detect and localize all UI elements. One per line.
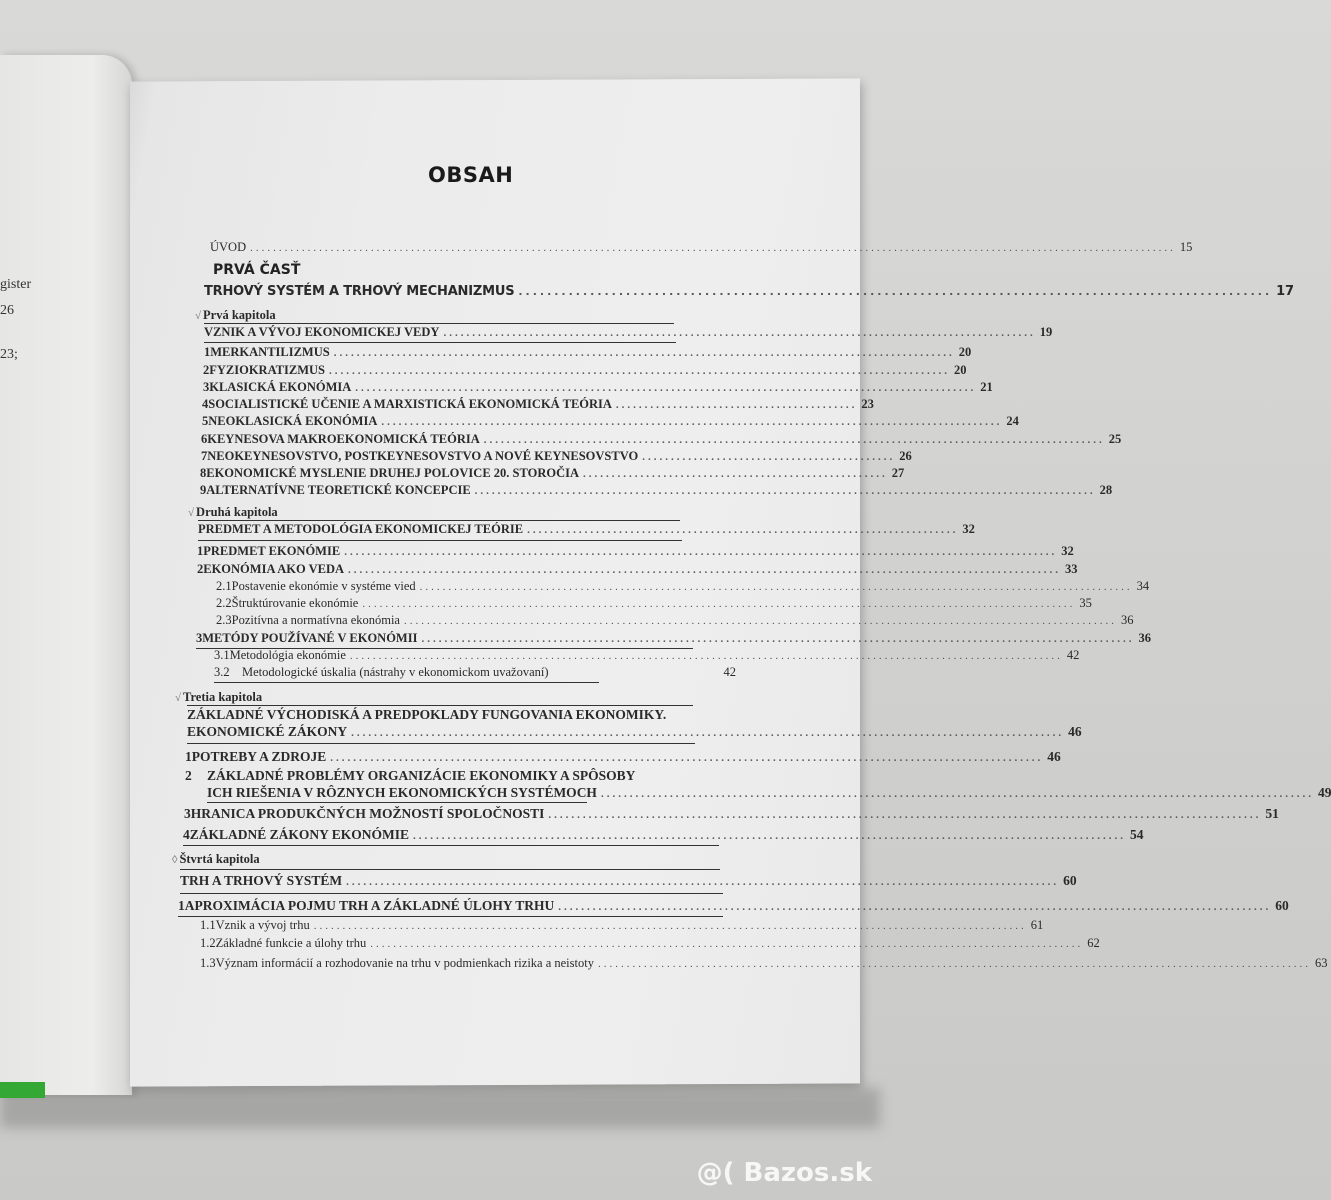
entry-page: 15 [1179,240,1193,254]
toc-entry: 8 EKONOMICKÉ MYSLENIE DRUHEJ POLOVICE 20. STOROČIA ..................................................... 27 [200,466,905,480]
chapter-rule [180,893,723,894]
left-page-text: gister [0,277,32,292]
chapter-rule [198,540,682,541]
toc-entry: 7 NEOKEYNESOVSTVO, POSTKEYNESOVSTVO A NOVÉ KEYNESOVSTVO ............................................ 26 [201,449,912,463]
toc-subentry: 2.2 Štruktúrovanie ekonómie ............................................................................................................................ 35 [216,596,1092,610]
book-cover-edge [0,1082,45,1098]
toc-entry: 6 KEYNESOVA MAKROEKONOMICKÁ TEÓRIA ............................................................................................................ 25 [201,432,1122,446]
toc-entry: 1 MERKANTILIZMUS ............................................................................................................ 20 [204,345,972,359]
chapter-title: TRH A TRHOVÝ SYSTÉM ............................................................................................................................ 60 [180,873,1077,888]
page-title: OBSAH [428,163,514,187]
toc-subentry: 2.1 Postavenie ekonómie v systéme vied ............................................................................................................................ 34 [216,579,1150,593]
check-mark-icon: √ [175,692,182,704]
toc-subentry: 3.2 Metodologické úskalia (nástrahy v ekonomickom uvažovaní) 42 [214,665,736,679]
toc-subentry: 3.1 Metodológia ekonómie ............................................................................................................................ 42 [214,648,1080,662]
chapter-title: PREDMET A METODOLÓGIA EKONOMICKEJ TEÓRIE ........................................................................... 32 [198,522,975,536]
chapter-label: √ Druhá kapitola [188,505,278,519]
chapter-title: VZNIK A VÝVOJ EKONOMICKEJ VEDY ....................................................................................................... 19 [204,325,1053,339]
chapter-rule [180,869,720,870]
left-page-text: 26 [0,303,14,318]
leader-dots: ................................................................................................................................................................. [250,242,1176,254]
chapter-rule [187,743,695,744]
toc-entry: 1 APROXIMÁCIA POJMU TRH A ZÁKLADNÉ ÚLOHY TRHU ............................................................................................................................ 60 [178,898,1289,913]
chapter-rule [183,845,719,846]
chapter-title-line: ZÁKLADNÉ VÝCHODISKÁ A PREDPOKLADY FUNGOVANIA EKONOMIKY. [187,707,667,722]
chapter-label: √ Prvá kapitola [195,308,276,322]
check-mark-icon: √ [188,507,195,519]
chapter-rule [187,705,693,706]
toc-entry: 9 ALTERNATÍVNE TEORETICKÉ KONCEPCIE ............................................................................................................ 28 [200,483,1113,497]
left-page [0,55,132,1095]
toc-entry: 5 NEOKLASICKÁ EKONÓMIA ............................................................................................................ 24 [202,414,1019,428]
toc-entry: 4 SOCIALISTICKÉ UČENIE A MARXISTICKÁ EKONOMICKÁ TEÓRIA .......................................... 23 [202,397,874,411]
chapter-rule [204,323,674,324]
toc-entry: 3 METÓDY POUŽÍVANÉ V EKONÓMII ............................................................................................................................ 36 [196,631,1151,645]
toc-entry: 2 FYZIOKRATIZMUS ............................................................................................................ 20 [203,363,967,377]
toc-entry: 3 KLASICKÁ EKONÓMIA ............................................................................................................ 21 [203,380,993,394]
toc-entry-line: 2 ZÁKLADNÉ PROBLÉMY ORGANIZÁCIE EKONOMIKY A SPÔSOBY [185,768,636,783]
chapter-rule [207,802,587,803]
chapter-label: √ Tretia kapitola [175,690,263,704]
chapter-title: EKONOMICKÉ ZÁKONY ............................................................................................................................ 46 [187,724,1082,739]
entry-title: TRHOVÝ SYSTÉM A TRHOVÝ MECHANIZMUS [204,284,515,299]
part-label: PRVÁ ČASŤ [213,262,301,278]
left-page-text: 23; [0,347,18,362]
chapter-rule [214,682,599,683]
leader-dots: ......................................................................................................... [518,285,1273,298]
toc-entry: 2 EKONÓMIA AKO VEDA ............................................................................................................................ 33 [197,562,1078,576]
toc-entry: 4 ZÁKLADNÉ ZÁKONY EKONÓMIE ............................................................................................................................ 54 [183,827,1144,842]
chapter-rule [178,916,723,917]
entry-title: ÚVOD [210,240,247,254]
toc-subentry: 1.2 Základné funkcie a úlohy trhu ............................................................................................................................ 62 [200,936,1100,950]
watermark: @( Bazos.sk [696,1158,872,1188]
toc-entry: 1 PREDMET EKONÓMIE ............................................................................................................................ 32 [197,544,1074,558]
toc-entry: ICH RIEŠENIA V RÔZNYCH EKONOMICKÝCH SYSTÉMOCH ............................................................................................................................ 49 [207,785,1331,800]
toc-subentry: 1.1 Vznik a vývoj trhu ............................................................................................................................ 61 [200,918,1044,932]
check-mark-icon: ◊ [172,854,178,866]
chapter-rule [198,520,680,521]
toc-entry: 1 POTREBY A ZDROJE ............................................................................................................................ 46 [185,749,1061,764]
book-shadow [0,1088,880,1128]
toc-entry: 3 HRANICA PRODUKČNÝCH MOŽNOSTÍ SPOLOČNOSTI ............................................................................................................................ 51 [184,806,1279,821]
chapter-rule [204,342,676,343]
chapter-label: ◊ Štvrtá kapitola [172,852,260,866]
leader-dots: ....................................................................................................... [443,327,1036,339]
toc-subentry: 2.3 Pozitívna a normatívna ekonómia ............................................................................................................................ 36 [216,613,1134,627]
toc-entry-intro [210,240,1193,255]
toc-entry-part [204,284,1294,299]
entry-page: 17 [1276,284,1294,299]
check-mark-icon: √ [195,310,202,322]
toc-subentry: 1.3 Význam informácií a rozhodovanie na trhu v podmienkach rizika a neistoty ............................................................................................................................ 63 [200,956,1328,970]
